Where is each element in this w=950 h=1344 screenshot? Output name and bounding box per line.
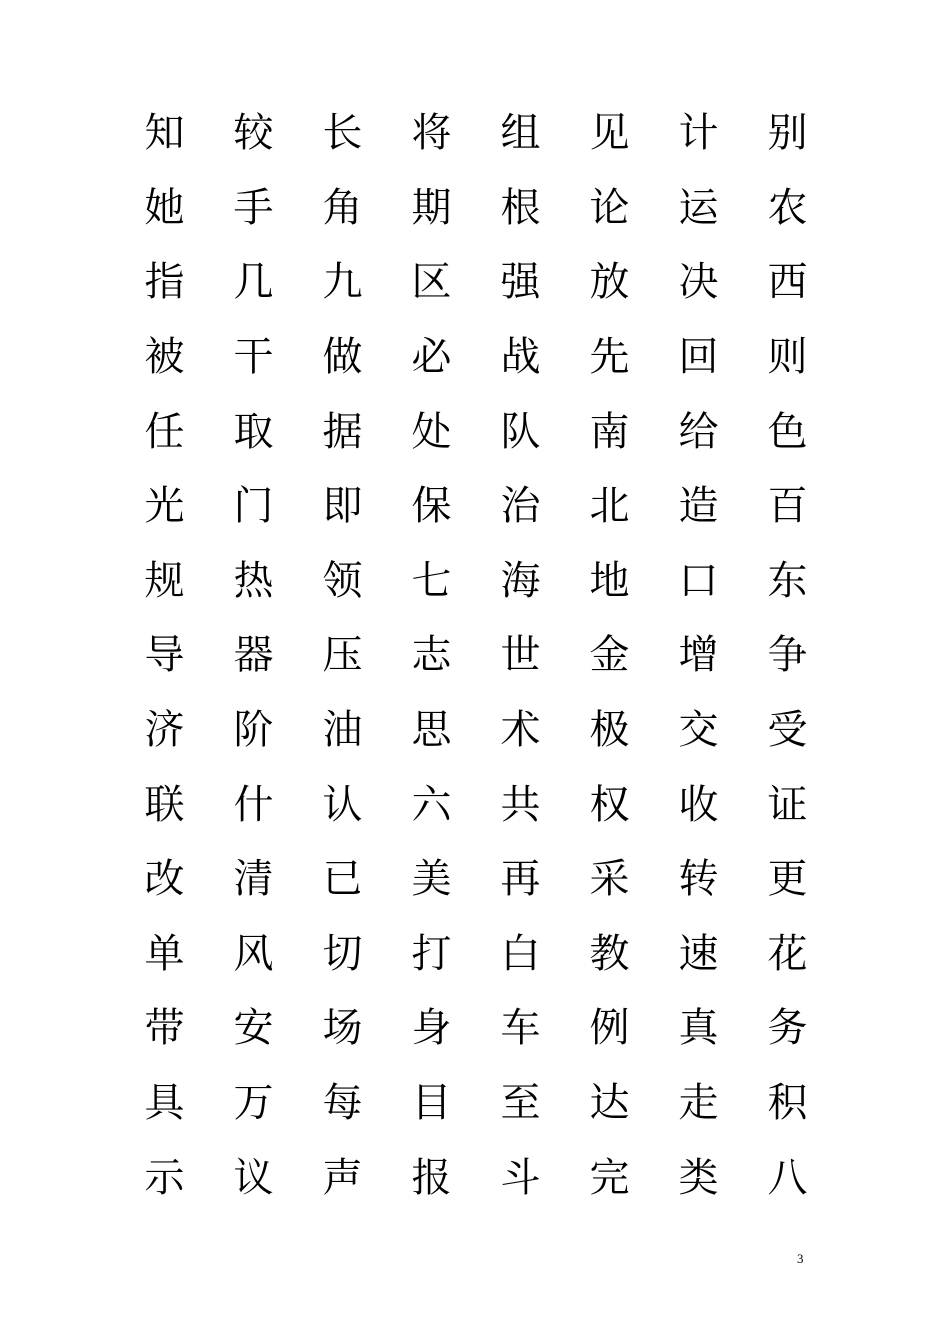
character-cell: 速 — [678, 930, 719, 977]
character-row — [120, 171, 830, 246]
character-cell: 领 — [322, 557, 363, 604]
character-row — [120, 544, 830, 619]
character-cell: 几 — [233, 259, 274, 306]
character-row — [120, 1066, 830, 1141]
character-cell: 即 — [322, 483, 363, 530]
character-cell: 手 — [233, 184, 274, 231]
character-cell: 斗 — [500, 1154, 541, 1201]
character-row — [120, 767, 830, 842]
character-cell: 较 — [233, 110, 274, 157]
character-cell: 知 — [144, 110, 185, 157]
character-cell: 东 — [767, 557, 808, 604]
character-cell: 已 — [322, 856, 363, 903]
character-cell: 增 — [678, 632, 719, 679]
character-cell: 声 — [322, 1154, 363, 1201]
character-cell: 收 — [678, 781, 719, 828]
character-cell: 金 — [589, 632, 630, 679]
character-cell: 农 — [767, 184, 808, 231]
character-cell: 西 — [767, 259, 808, 306]
character-cell: 身 — [411, 1005, 452, 1052]
character-cell: 更 — [767, 856, 808, 903]
character-cell: 必 — [411, 334, 452, 381]
character-row — [120, 842, 830, 917]
character-cell: 光 — [144, 483, 185, 530]
character-cell: 被 — [144, 334, 185, 381]
character-cell: 改 — [144, 856, 185, 903]
character-cell: 将 — [411, 110, 452, 157]
character-cell: 至 — [500, 1080, 541, 1127]
character-cell: 门 — [233, 483, 274, 530]
character-cell: 打 — [411, 930, 452, 977]
character-cell: 证 — [767, 781, 808, 828]
character-cell: 取 — [233, 408, 274, 455]
character-cell: 计 — [678, 110, 719, 157]
character-cell: 极 — [589, 707, 630, 754]
character-cell: 受 — [767, 707, 808, 754]
character-cell: 联 — [144, 781, 185, 828]
character-cell: 长 — [322, 110, 363, 157]
character-row — [120, 469, 830, 544]
character-cell: 百 — [767, 483, 808, 530]
character-cell: 白 — [500, 930, 541, 977]
character-cell: 组 — [500, 110, 541, 157]
character-cell: 运 — [678, 184, 719, 231]
character-cell: 决 — [678, 259, 719, 306]
character-cell: 回 — [678, 334, 719, 381]
character-cell: 每 — [322, 1080, 363, 1127]
character-cell: 队 — [500, 408, 541, 455]
character-cell: 色 — [767, 408, 808, 455]
character-cell: 口 — [678, 557, 719, 604]
character-cell: 处 — [411, 408, 452, 455]
character-cell: 七 — [411, 557, 452, 604]
character-cell: 风 — [233, 930, 274, 977]
character-cell: 任 — [144, 408, 185, 455]
character-cell: 务 — [767, 1005, 808, 1052]
page-number: 3 — [797, 1251, 804, 1266]
character-row — [120, 320, 830, 395]
character-cell: 类 — [678, 1154, 719, 1201]
character-cell: 战 — [500, 334, 541, 381]
character-cell: 导 — [144, 632, 185, 679]
character-row — [120, 618, 830, 693]
character-cell: 地 — [589, 557, 630, 604]
character-cell: 见 — [589, 110, 630, 157]
character-row — [120, 1140, 830, 1215]
character-cell: 争 — [767, 632, 808, 679]
character-cell: 走 — [678, 1080, 719, 1127]
character-cell: 她 — [144, 184, 185, 231]
character-cell: 术 — [500, 707, 541, 754]
character-cell: 报 — [411, 1154, 452, 1201]
character-row — [120, 245, 830, 320]
character-cell: 教 — [589, 930, 630, 977]
character-cell: 角 — [322, 184, 363, 231]
character-cell: 放 — [589, 259, 630, 306]
character-cell: 规 — [144, 557, 185, 604]
character-cell: 切 — [322, 930, 363, 977]
character-cell: 积 — [767, 1080, 808, 1127]
character-cell: 达 — [589, 1080, 630, 1127]
character-cell: 区 — [411, 259, 452, 306]
character-cell: 车 — [500, 1005, 541, 1052]
character-cell: 六 — [411, 781, 452, 828]
character-row — [120, 394, 830, 469]
character-cell: 世 — [500, 632, 541, 679]
character-cell: 阶 — [233, 707, 274, 754]
character-cell: 论 — [589, 184, 630, 231]
character-cell: 转 — [678, 856, 719, 903]
character-cell: 再 — [500, 856, 541, 903]
character-cell: 议 — [233, 1154, 274, 1201]
character-cell: 南 — [589, 408, 630, 455]
character-row — [120, 96, 830, 171]
character-cell: 采 — [589, 856, 630, 903]
character-cell: 思 — [411, 707, 452, 754]
character-cell: 清 — [233, 856, 274, 903]
character-cell: 美 — [411, 856, 452, 903]
character-cell: 单 — [144, 930, 185, 977]
character-cell: 认 — [322, 781, 363, 828]
character-cell: 权 — [589, 781, 630, 828]
character-cell: 造 — [678, 483, 719, 530]
character-cell: 器 — [233, 632, 274, 679]
character-cell: 安 — [233, 1005, 274, 1052]
character-cell: 真 — [678, 1005, 719, 1052]
character-row — [120, 991, 830, 1066]
character-cell: 油 — [322, 707, 363, 754]
character-row — [120, 917, 830, 992]
character-cell: 则 — [767, 334, 808, 381]
character-grid — [120, 96, 830, 1215]
character-cell: 带 — [144, 1005, 185, 1052]
character-cell: 治 — [500, 483, 541, 530]
character-cell: 济 — [144, 707, 185, 754]
character-cell: 做 — [322, 334, 363, 381]
character-cell: 花 — [767, 930, 808, 977]
character-cell: 给 — [678, 408, 719, 455]
character-cell: 热 — [233, 557, 274, 604]
character-cell: 交 — [678, 707, 719, 754]
character-cell: 示 — [144, 1154, 185, 1201]
character-cell: 干 — [233, 334, 274, 381]
character-cell: 保 — [411, 483, 452, 530]
character-cell: 完 — [589, 1154, 630, 1201]
character-cell: 先 — [589, 334, 630, 381]
character-cell: 例 — [589, 1005, 630, 1052]
character-cell: 北 — [589, 483, 630, 530]
character-cell: 什 — [233, 781, 274, 828]
character-cell: 场 — [322, 1005, 363, 1052]
character-cell: 根 — [500, 184, 541, 231]
character-cell: 目 — [411, 1080, 452, 1127]
character-row — [120, 693, 830, 768]
character-cell: 指 — [144, 259, 185, 306]
character-cell: 期 — [411, 184, 452, 231]
character-cell: 万 — [233, 1080, 274, 1127]
character-cell: 具 — [144, 1080, 185, 1127]
character-cell: 别 — [767, 110, 808, 157]
character-cell: 共 — [500, 781, 541, 828]
character-cell: 海 — [500, 557, 541, 604]
character-cell: 压 — [322, 632, 363, 679]
character-cell: 九 — [322, 259, 363, 306]
character-cell: 强 — [500, 259, 541, 306]
character-cell: 八 — [767, 1154, 808, 1201]
character-cell: 据 — [322, 408, 363, 455]
character-cell: 志 — [411, 632, 452, 679]
